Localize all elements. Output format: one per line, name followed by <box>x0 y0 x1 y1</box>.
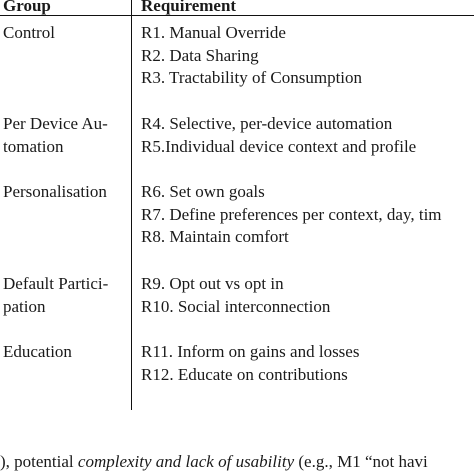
requirement-item: R3. Tractability of Consumption <box>141 68 363 87</box>
requirement-item: R7. Define preferences per context, day, tim <box>141 204 442 224</box>
requirement-item: R2. Data Sharing <box>141 45 259 65</box>
body-text-prefix: ), potential <box>0 452 78 471</box>
body-text-suffix: (e.g., M1 “not havi <box>294 452 428 471</box>
requirement-item: R12. Educate on contributions <box>141 364 348 384</box>
requirement-column-header: Requirement <box>141 0 237 15</box>
requirement-item: R11. Inform on gains and losses <box>141 342 360 361</box>
requirement-cell-personalisation <box>141 181 442 249</box>
requirement-cell-control <box>141 22 362 90</box>
requirement-cell-education <box>141 341 359 386</box>
requirement-item: R4. Selective, per-device automation <box>141 114 393 133</box>
group-cell-personalisation <box>3 181 107 204</box>
group-cell-education <box>3 341 72 364</box>
column-divider <box>131 0 132 410</box>
requirement-cell-per-device-automation <box>141 113 416 158</box>
group-label-continuation: pation <box>3 296 46 316</box>
group-label: Personalisation <box>3 182 107 201</box>
group-label: Control <box>3 23 55 42</box>
requirement-item: R1. Manual Override <box>141 23 286 42</box>
body-text-fragment <box>0 451 428 473</box>
requirement-item: R6. Set own goals <box>141 182 265 201</box>
header-rule <box>0 15 474 16</box>
group-label: Per Device Au- <box>3 114 108 133</box>
requirement-item: R10. Social interconnection <box>141 296 331 316</box>
requirement-item: R5.Individual device context and profile <box>141 136 417 156</box>
requirement-item: R9. Opt out vs opt in <box>141 274 284 293</box>
group-cell-default-participation <box>3 273 108 318</box>
group-label: Default Partici- <box>3 274 109 293</box>
group-label-continuation: tomation <box>3 136 64 156</box>
group-cell-control <box>3 22 55 45</box>
requirement-item: R8. Maintain comfort <box>141 227 289 246</box>
requirement-cell-default-participation <box>141 273 330 318</box>
group-cell-per-device-automation <box>3 113 108 158</box>
body-text-emphasis: complexity and lack of usability <box>77 452 295 471</box>
group-column-header: Group <box>3 0 51 15</box>
group-label: Education <box>3 342 72 361</box>
